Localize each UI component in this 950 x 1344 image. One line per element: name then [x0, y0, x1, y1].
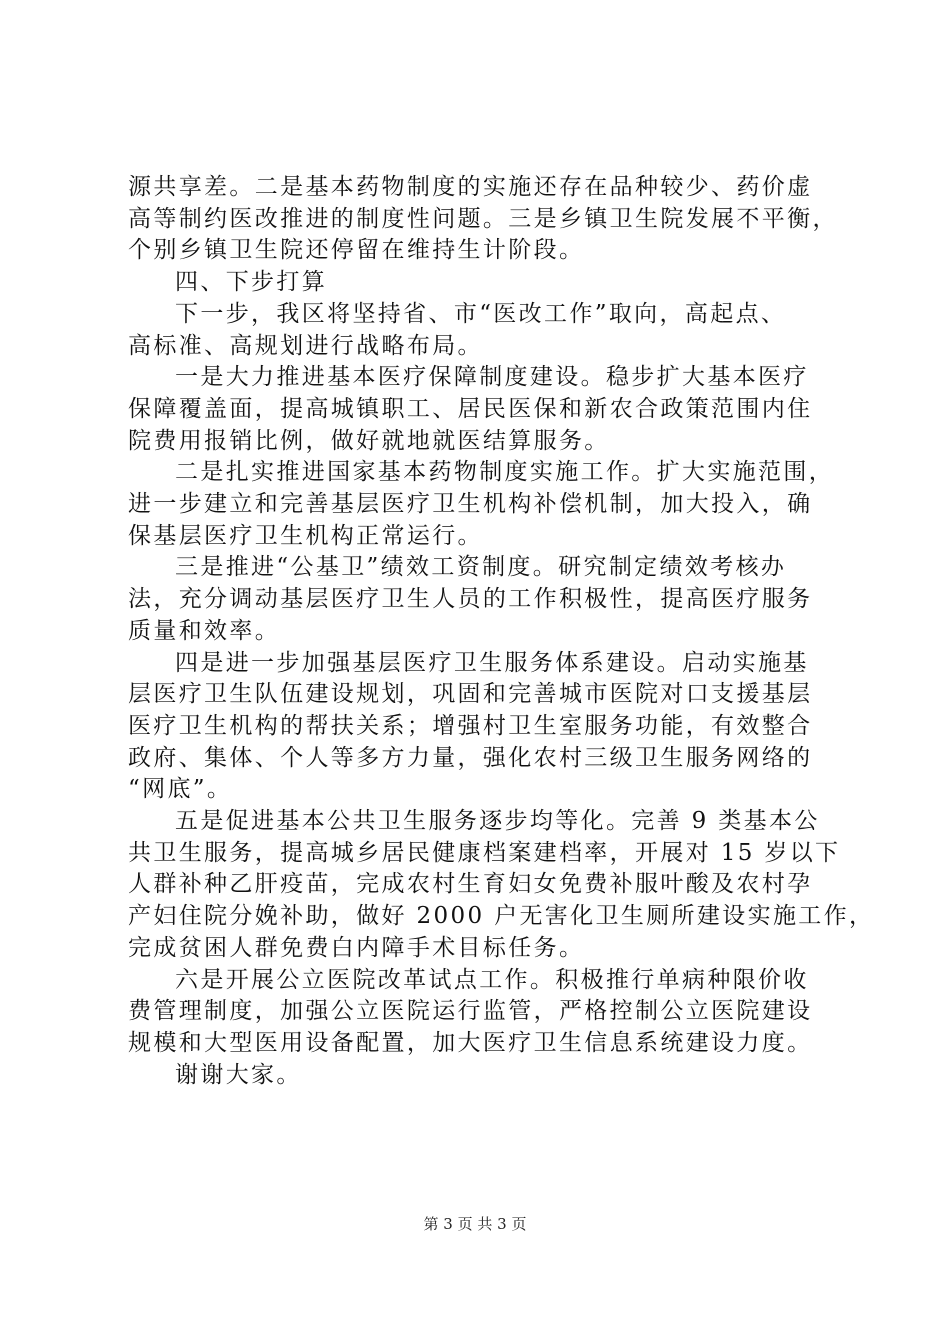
text-line: 人群补种乙肝疫苗，完成农村生育妇女免费补服叶酸及农村孕	[128, 871, 813, 898]
text-line: 保基层医疗卫生机构正常运行。	[128, 522, 483, 549]
text-line: 规模和大型医用设备配置，加大医疗卫生信息系统建设力度。	[128, 1029, 813, 1056]
closing-line: 谢谢大家。	[175, 1061, 302, 1088]
text-line: “网底”。	[128, 776, 233, 803]
text-line: 四是进一步加强基层医疗卫生服务体系建设。启动实施基	[175, 649, 809, 676]
text-line: 完成贫困人群免费白内障手术目标任务。	[128, 934, 585, 961]
text-line: 产妇住院分娩补助，做好 2000 户无害化卫生厕所建设实施工作，	[128, 903, 875, 930]
text-line: 共卫生服务，提高城乡居民健康档案建档率，开展对 15 岁以下	[128, 839, 841, 866]
text-line: 层医疗卫生队伍建设规划，巩固和完善城市医院对口支援基层	[128, 681, 813, 708]
text-line: 进一步建立和完善基层医疗卫生机构补偿机制，加大投入，确	[128, 491, 813, 518]
text-line: 高标准、高规划进行战略布局。	[128, 332, 483, 359]
section-heading: 四、下步打算	[175, 269, 328, 296]
text-line: 源共享差。二是基本药物制度的实施还存在品种较少、药价虚	[128, 174, 813, 200]
text-line: 高等制约医改推进的制度性问题。三是乡镇卫生院发展不平衡，	[128, 205, 838, 232]
page-number: 第 3 页 共 3 页	[423, 1215, 527, 1233]
text-line: 政府、集体、个人等多方力量，强化农村三级卫生服务网络的	[128, 744, 813, 771]
text-line: 费管理制度，加强公立医院运行监管，严格控制公立医院建设	[128, 998, 813, 1025]
text-line: 医疗卫生机构的帮扶关系；增强村卫生室服务功能，有效整合	[128, 712, 813, 739]
document-body	[128, 172, 875, 1091]
text-line: 保障覆盖面，提高城镇职工、居民医保和新农合政策范围内住	[128, 395, 813, 422]
text-line: 法，充分调动基层医疗卫生人员的工作积极性，提高医疗服务	[128, 586, 813, 613]
text-line: 下一步，我区将坚持省、市“医改工作”取向，高起点、	[175, 300, 787, 327]
text-line: 五是促进基本公共卫生服务逐步均等化。完善 9 类基本公	[175, 808, 820, 835]
text-line: 三是推进“公基卫”绩效工资制度。研究制定绩效考核办	[175, 554, 787, 581]
text-line: 一是大力推进基本医疗保障制度建设。稳步扩大基本医疗	[175, 364, 809, 391]
text-line: 院费用报销比例，做好就地就医结算服务。	[128, 427, 610, 454]
page-footer	[0, 1214, 950, 1234]
text-line: 六是开展公立医院改革试点工作。积极推行单病种限价收	[175, 966, 809, 993]
text-line: 二是扎实推进国家基本药物制度实施工作。扩大实施范围，	[175, 459, 835, 486]
text-line: 质量和效率。	[128, 617, 281, 644]
text-line: 个别乡镇卫生院还停留在维持生计阶段。	[128, 237, 585, 264]
